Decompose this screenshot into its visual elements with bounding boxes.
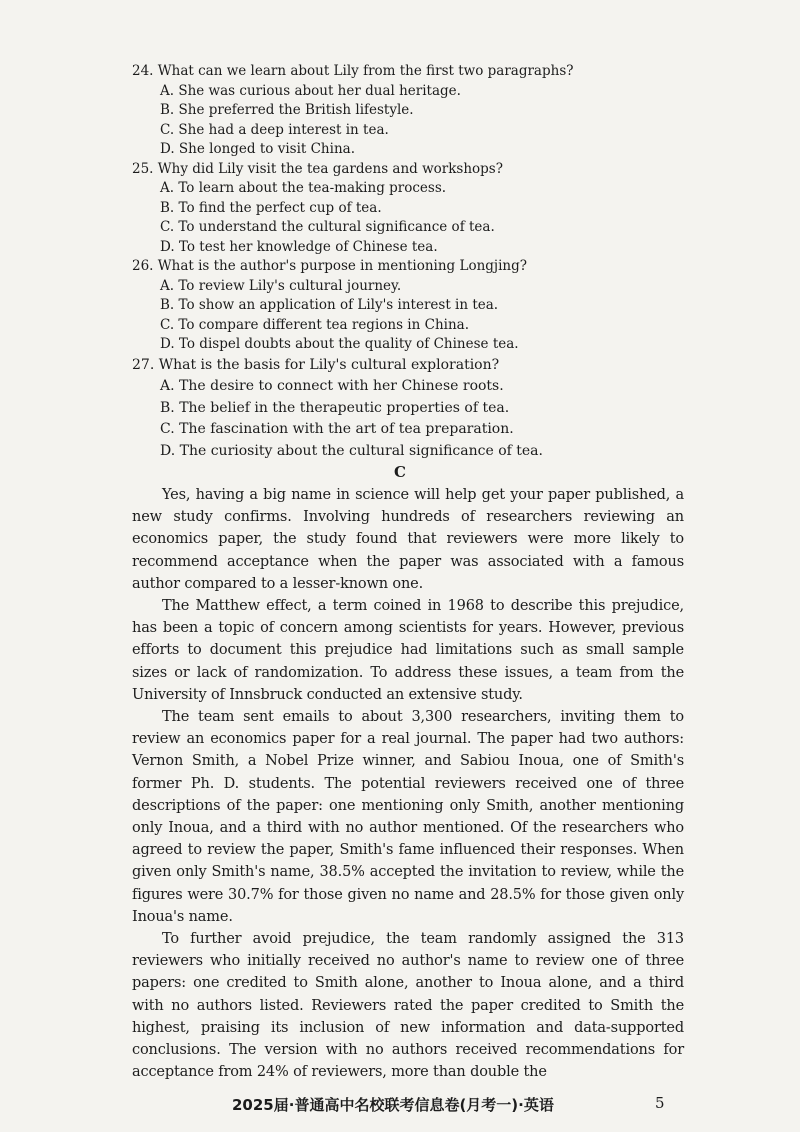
- option-c: C. She had a deep interest in tea.: [160, 121, 389, 138]
- option-a: A. She was curious about her dual heritage.: [160, 82, 461, 99]
- question-stem: 24. What can we learn about Lily from the first two paragraphs?: [132, 63, 574, 79]
- section-heading: C: [394, 463, 406, 481]
- question-25: [132, 160, 692, 258]
- exam-title: 2025届·普通高中名校联考信息卷(月考一)·英语: [232, 1096, 554, 1114]
- option-a: A. To learn about the tea-making process.: [160, 180, 447, 196]
- option-b: B. To find the perfect cup of tea.: [160, 199, 382, 216]
- option-d: D. The curiosity about the cultural significance of tea.: [160, 442, 543, 459]
- question-stem: 27. What is the basis for Lily's cultural exploration?: [132, 356, 500, 373]
- option-b: B. She preferred the British lifestyle.: [160, 102, 414, 118]
- question-list: [132, 62, 692, 462]
- option-d: D. To dispel doubts about the quality of Chinese tea.: [160, 336, 519, 352]
- page-number: 5: [655, 1094, 665, 1112]
- question-24: [132, 62, 692, 160]
- question-26: [132, 257, 692, 355]
- option-d: D. She longed to visit China.: [160, 141, 355, 157]
- option-a: A. To review Lily's cultural journey.: [160, 277, 402, 294]
- paragraph: The Matthew effect, a term coined in 1968 to describe this prejudice, has been a topic of concern among scientists for years. However, previous efforts to document this prejudice had limitations such as small sample sizes or lack of randomization. To address these issues, a team from the University of Innsbruck conducted an extensive study.: [132, 598, 684, 703]
- option-c: C. To understand the cultural significance of tea.: [160, 219, 495, 235]
- option-c: C. To compare different tea regions in China.: [160, 316, 469, 333]
- paragraph: The team sent emails to about 3,300 researchers, inviting them to review an economics paper for a real journal. The paper had two authors: Vernon Smith, a Nobel Prize winner, and Sabiou Inoua, one of Smith's former Ph. D. students. The potential reviewers received one of three descriptions of the paper: one mentioning only Smith, another mentioning only Inoua, and a third with no author mentioned. Of the researchers who agreed to review the paper, Smith's fame influenced their responses. When given only Smith's name, 38.5% accepted the invitation to review, while the figures were 30.7% for those given no name and 28.5% for those given only Inoua's name.: [132, 709, 684, 925]
- question-27: [132, 355, 692, 463]
- option-c: C. The fascination with the art of tea preparation.: [160, 421, 514, 437]
- option-a: A. The desire to connect with her Chinese roots.: [160, 378, 504, 394]
- option-b: B. The belief in the therapeutic properties of tea.: [160, 399, 510, 416]
- paragraph: To further avoid prejudice, the team randomly assigned the 313 reviewers who initially received no author's name to review one of three papers: one credited to Smith alone, another to Inoua alone, and a third with no authors listed. Reviewers rated the paper credited to Smith the highest, praising its inclusion of new information and data-supported conclusions. The version with no authors received recommendations for acceptance from 24% of reviewers, more than double the: [132, 931, 684, 1081]
- option-d: D. To test her knowledge of Chinese tea.: [160, 238, 438, 255]
- question-stem: 25. Why did Lily visit the tea gardens and workshops?: [132, 160, 503, 177]
- paragraph: Yes, having a big name in science will help get your paper published, a new study confirms. Involving hundreds of researchers reviewing an economics paper, the study found that reviewers were more likely to recommend acceptance when the paper was associated with a famous author compared to a lesser-known one.: [132, 487, 684, 592]
- question-stem: 26. What is the author's purpose in mentioning Longjing?: [132, 258, 527, 274]
- reading-passage: [132, 484, 684, 1083]
- option-b: B. To show an application of Lily's interest in tea.: [160, 297, 499, 313]
